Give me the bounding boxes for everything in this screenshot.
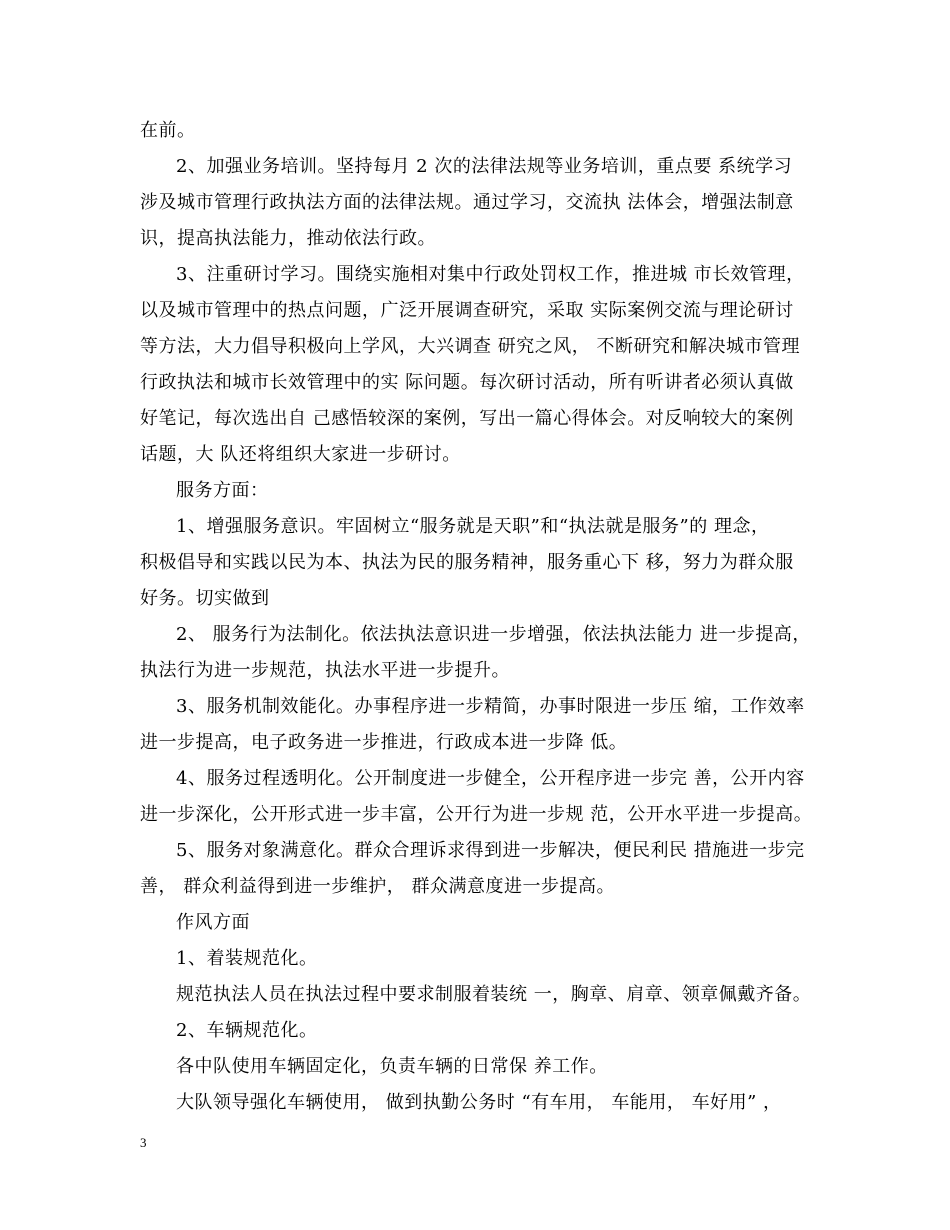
text-line: 1、增强服务意识。牢固树立“服务就是天职”和“执法就是服务”的 理念， [176, 516, 770, 537]
text-line: 进一步深化，公开形式进一步丰富，公开行为进一步规 范，公开水平进一步提高。 [140, 804, 813, 825]
text-line: 善， 群众利益得到进一步维护， 群众满意度进一步提高。 [140, 876, 615, 897]
text-line: 3、注重研讨学习。围绕实施相对集中行政处罚权工作，推进城 市长效管理， [176, 264, 805, 285]
text-line: 在前。 [140, 120, 196, 141]
text-line: 大队领导强化车辆使用， 做到执勤公务时 “有车用， 车能用， 车好用” ， [176, 1092, 782, 1113]
text-line: 以及城市管理中的热点问题，广泛开展调查研究，采取 实际案例交流与理论研讨 [140, 300, 794, 321]
text-line: 规范执法人员在执法过程中要求制服着装统 一，胸章、肩章、领章佩戴齐备。 [176, 984, 812, 1005]
text-line: 各中队使用车辆固定化，负责车辆的日常保 养工作。 [176, 1056, 608, 1077]
page-number: 3 [140, 1135, 147, 1150]
text-line: 3、服务机制效能化。办事程序进一步精简，办事时限进一步压 缩，工作效率 [176, 696, 805, 717]
text-line: 好笔记，每次选出自 己感悟较深的案例，写出一篇心得体会。对反响较大的案例 [140, 408, 794, 429]
text-line: 1、着装规范化。 [176, 948, 318, 969]
text-line: 进一步提高，电子政务进一步推进，行政成本进一步降 低。 [140, 732, 628, 753]
text-line: 好务。切实做到 [140, 588, 270, 609]
text-line: 积极倡导和实践以民为本、执法为民的服务精神，服务重心下 移，努力为群众服 [140, 552, 794, 573]
section-heading: 服务方面： [176, 480, 269, 501]
text-line: 2、加强业务培训。坚持每月 2 次的法律法规等业务培训，重点要 系统学习 [176, 156, 793, 177]
text-line: 2、 服务行为法制化。依法执法意识进一步增强，依法执法能力 进一步提高， [176, 624, 811, 645]
text-line: 行政执法和城市长效管理中的实 际问题。每次研讨活动，所有听讲者必须认真做 [140, 372, 794, 393]
text-line: 2、车辆规范化。 [176, 1020, 318, 1041]
text-line: 5、服务对象满意化。群众合理诉求得到进一步解决，便民利民 措施进一步完 [176, 840, 805, 861]
text-line: 执法行为进一步规范，执法水平进一步提升。 [140, 660, 510, 681]
text-line: 4、服务过程透明化。公开制度进一步健全，公开程序进一步完 善，公开内容 [176, 768, 805, 789]
text-line: 话题，大 队还将组织大家进一步研讨。 [140, 444, 461, 465]
text-line: 识，提高执法能力，推动依法行政。 [140, 228, 436, 249]
text-line: 等方法，大力倡导积极向上学风，大兴调查 研究之风， 不断研究和解决城市管理 [140, 336, 800, 357]
text-line: 涉及城市管理行政执法方面的法律法规。通过学习，交流执 法体会，增强法制意 [140, 192, 794, 213]
section-heading: 作风方面 [176, 912, 250, 933]
